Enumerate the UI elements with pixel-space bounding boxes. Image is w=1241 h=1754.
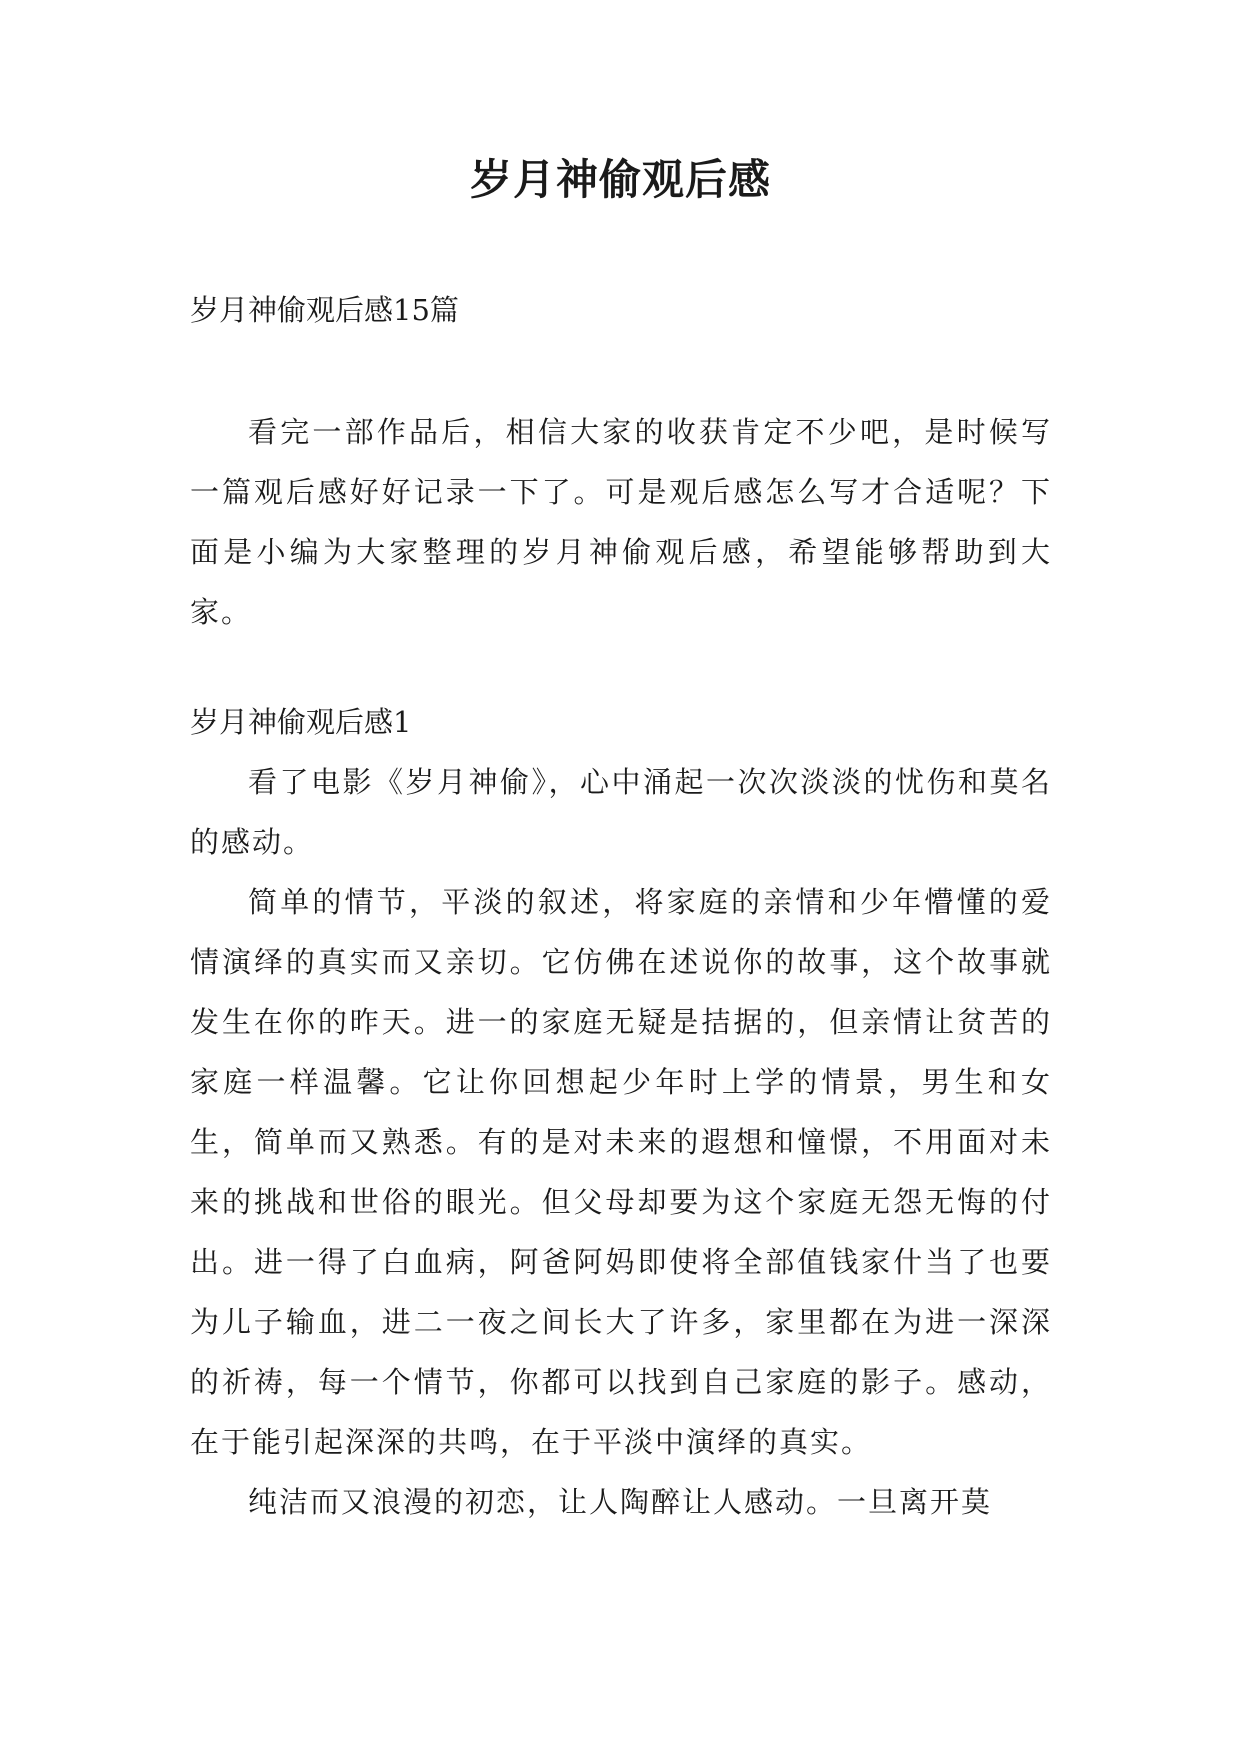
intro-paragraph: 看完一部作品后，相信大家的收获肯定不少吧，是时候写一篇观后感好好记录一下了。可是观后感怎么写才合适呢？下面是小编为大家整理的岁月神偷观后感，希望能够帮助到大家。	[190, 415, 1052, 629]
section-body	[190, 752, 1052, 1532]
intro-block	[190, 402, 1052, 642]
document-title: 岁月神偷观后感	[469, 155, 771, 204]
body-paragraph-3: 纯洁而又浪漫的初恋，让人陶醉让人感动。一旦离开莫	[248, 1485, 993, 1519]
document-subtitle: 岁月神偷观后感15篇	[190, 293, 459, 327]
body-paragraph-2: 简单的情节，平淡的叙述，将家庭的亲情和少年懵懂的爱情演绎的真实而又亲切。它仿佛在述说你的故事，这个故事就发生在你的昨天。进一的家庭无疑是拮据的，但亲情让贫苦的家庭一样温馨。它让你回想起少年时上学的情景，男生和女生，简单而又熟悉。有的是对未来的遐想和憧憬，不用面对未来的挑战和世俗的眼光。但父母却要为这个家庭无怨无悔的付出。进一得了白血病，阿爸阿妈即使将全部值钱家什当了也要为儿子输血，进二一夜之间长大了许多，家里都在为进一深深的祈祷，每一个情节，你都可以找到自己家庭的影子。感动，在于能引起深深的共鸣，在于平淡中演绎的真实。	[190, 885, 1052, 1459]
section-heading: 岁月神偷观后感1	[190, 705, 412, 739]
body-paragraph-1: 看了电影《岁月神偷》，心中涌起一次次淡淡的忧伤和莫名的感动。	[190, 765, 1052, 859]
